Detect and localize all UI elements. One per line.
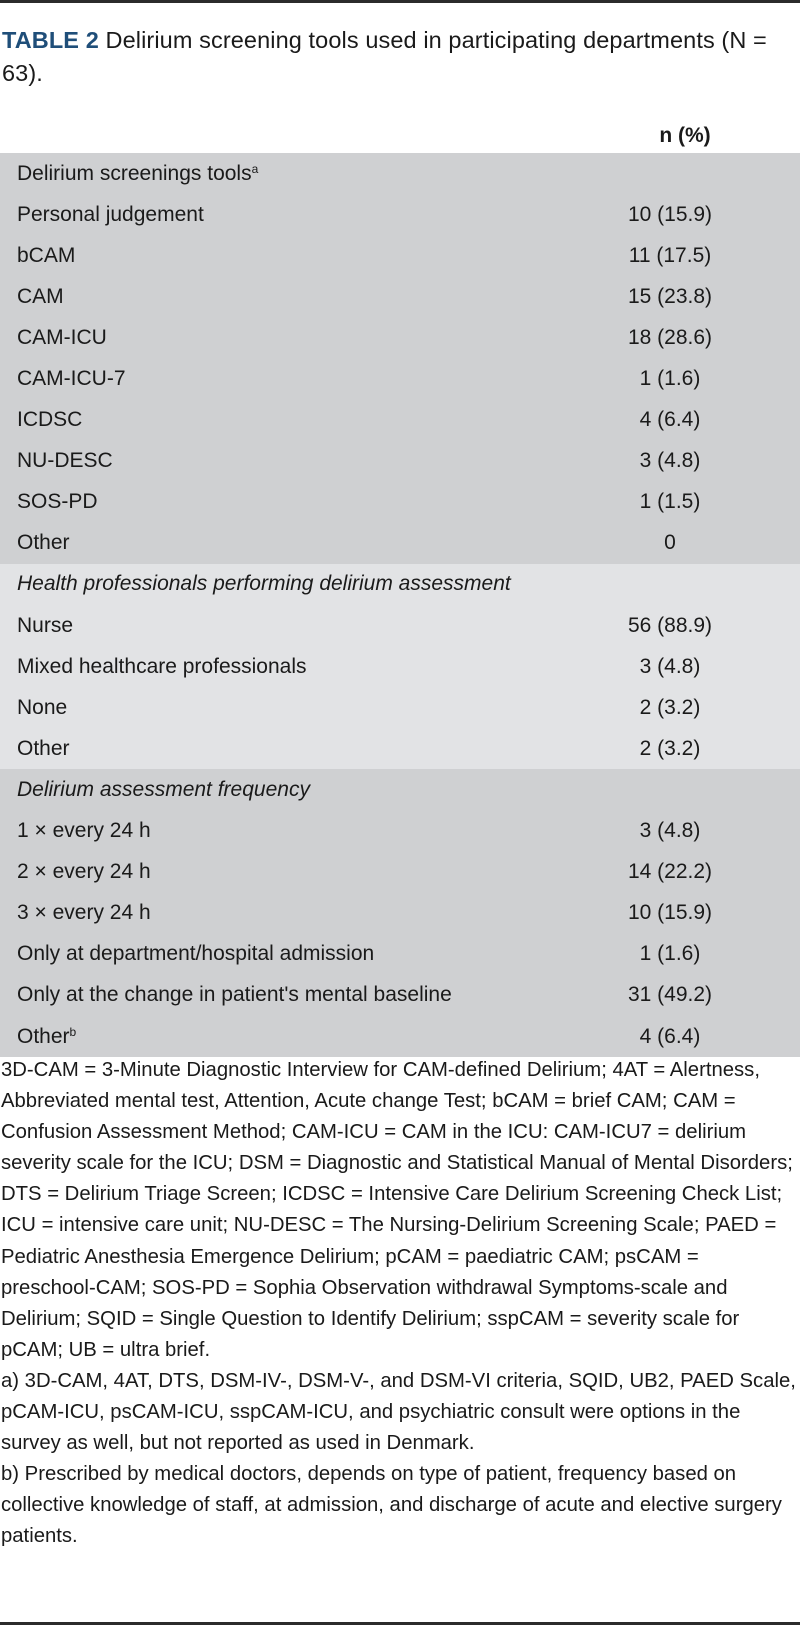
row-label: Only at the change in patient's mental baseline <box>17 983 452 1007</box>
row-label: Other <box>17 531 70 555</box>
row-value: 4 (6.4) <box>639 408 701 432</box>
section-screening-tools <box>0 153 800 564</box>
table-row <box>0 400 800 441</box>
row-label: NU-DESC <box>17 449 113 473</box>
table-row <box>0 852 800 893</box>
section-title: Delirium screenings tools <box>17 161 252 185</box>
row-label: bCAM <box>17 243 76 267</box>
row-value: 3 (4.8) <box>639 654 701 678</box>
table-row <box>0 893 800 934</box>
row-value: 10 (15.9) <box>627 202 713 226</box>
row-value: 11 (17.5) <box>628 243 712 267</box>
table-row <box>0 975 800 1016</box>
row-label: 2 × every 24 h <box>17 860 151 884</box>
row-label: 3 × every 24 h <box>17 901 151 925</box>
row-value: 1 (1.6) <box>639 942 701 966</box>
section-header <box>0 153 800 194</box>
table-row <box>0 1016 800 1057</box>
row-value: 56 (88.9) <box>627 613 713 637</box>
column-header-n-percent: n (%) <box>659 124 711 147</box>
row-value: 14 (22.2) <box>627 860 713 884</box>
table-title: Delirium screening tools used in participating departments (N = 63). <box>2 27 767 86</box>
table-row <box>0 194 800 235</box>
row-value: 1 (1.6) <box>639 367 701 391</box>
footnote-marker: a <box>251 161 259 176</box>
row-value: 1 (1.5) <box>639 490 701 514</box>
table-row <box>0 482 800 523</box>
row-label: CAM-ICU-7 <box>17 367 126 391</box>
table-label: TABLE 2 <box>2 27 99 53</box>
section-header <box>0 564 800 605</box>
footnote-a: a) 3D-CAM, 4AT, DTS, DSM-IV-, DSM-V-, and DSM-VI criteria, SQID, UB2, PAED Scale, pCAM-ICU, psCAM-ICU, sspCAM-ICU, and psychiatric consult were options in the survey as well, but not reported as used in Denmark. <box>1 1369 796 1455</box>
footnote-b: b) Prescribed by medical doctors, depends on type of patient, frequency based on collective knowledge of staff, at admission, and discharge of acute and elective surgery patients. <box>1 1463 782 1548</box>
row-label: Nurse <box>17 613 74 637</box>
row-label: Only at department/hospital admission <box>17 942 375 966</box>
row-label: Mixed healthcare professionals <box>17 654 307 678</box>
footnote-marker: b <box>69 1024 77 1039</box>
section-title: Delirium assessment frequency <box>17 777 310 801</box>
table-row <box>0 317 800 358</box>
row-label: 1 × every 24 h <box>17 819 151 843</box>
row-label: Other <box>17 736 70 760</box>
row-value: 3 (4.8) <box>639 449 701 473</box>
row-label: SOS-PD <box>17 490 98 514</box>
data-table <box>0 153 800 1057</box>
row-value: 3 (4.8) <box>639 819 701 843</box>
row-value: 15 (23.8) <box>627 284 713 308</box>
table-row <box>0 358 800 399</box>
row-label: CAM <box>17 284 64 308</box>
table-row <box>0 523 800 564</box>
row-value: 18 (28.6) <box>627 325 713 349</box>
table-row <box>0 811 800 852</box>
section-assessment-frequency <box>0 769 800 1057</box>
row-label: Other <box>17 1024 70 1048</box>
table-row <box>0 687 800 728</box>
top-rule <box>0 0 800 3</box>
row-value: 2 (3.2) <box>639 736 701 760</box>
row-value: 4 (6.4) <box>639 1024 701 1048</box>
table-row <box>0 441 800 482</box>
table-row <box>0 934 800 975</box>
table-row <box>0 276 800 317</box>
section-health-professionals <box>0 564 800 769</box>
row-value: 0 <box>664 531 676 555</box>
row-value: 31 (49.2) <box>627 983 713 1007</box>
row-label: CAM-ICU <box>17 325 107 349</box>
table-row <box>0 728 800 769</box>
row-label: ICDSC <box>17 408 83 432</box>
section-title: Health professionals performing delirium assessment <box>17 572 511 596</box>
row-value: 10 (15.9) <box>627 901 713 925</box>
table-row <box>0 605 800 646</box>
section-header <box>0 769 800 810</box>
abbreviations-note: 3D-CAM = 3-Minute Diagnostic Interview for CAM-defined Delirium; 4AT = Alertness, Abbreviated mental test, Attention, Acute change Test; bCAM = brief CAM; CAM = Confusion Assessment Method; CAM-ICU = CAM in the ICU: CAM-ICU7 = delirium severity scale for the ICU; DSM = Diagnostic and Statistical Manual of Mental Disorders; DTS = Delirium Triage Screen; ICDSC = Intensive Care Delirium Screening Check List; ICU = intensive care unit; NU-DESC = The Nursing-Delirium Screening Scale; PAED = Pediatric Anesthesia Emergence Delirium; pCAM = paediatric CAM; psCAM = preschool-CAM; SOS-PD = Sophia Observation withdrawal Symptoms-scale and Delirium; SQID = Single Question to Identify Delirium; sspCAM = severity scale for pCAM; UB = ultra brief. <box>1 1059 793 1361</box>
row-label: Personal judgement <box>17 202 204 226</box>
row-value: 2 (3.2) <box>639 695 701 719</box>
table-row <box>0 646 800 687</box>
row-label: None <box>17 695 68 719</box>
table-footnotes <box>1 1055 799 1553</box>
bottom-rule <box>0 1622 800 1625</box>
table-row <box>0 235 800 276</box>
table-caption <box>2 24 782 90</box>
